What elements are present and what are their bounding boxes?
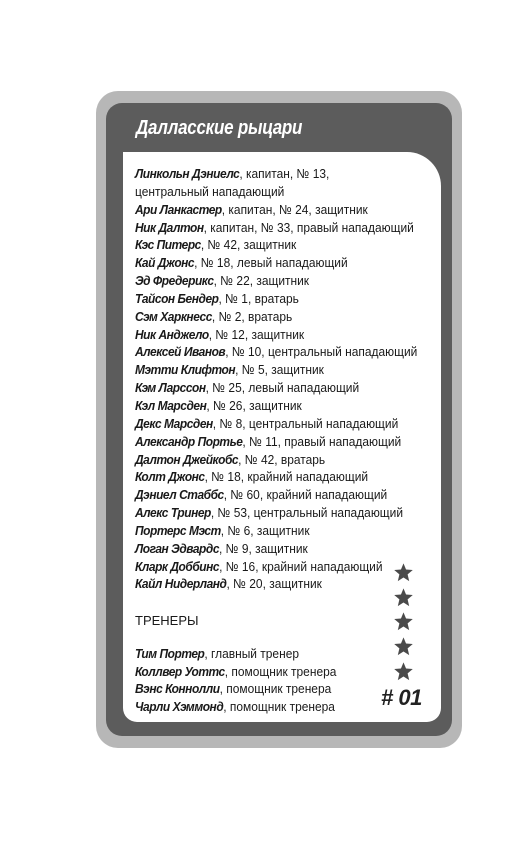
roster-line [135, 326, 411, 344]
roster-line [135, 290, 411, 308]
player-details: , № 18, крайний нападающий [204, 469, 369, 485]
roster-line [135, 540, 411, 558]
player-details: , № 16, крайний нападающий [219, 558, 383, 574]
roster-line [135, 415, 411, 433]
player-details: , № 9, защитник [219, 540, 308, 556]
player-name: Кэл Марсден [135, 397, 207, 413]
player-details: , № 11, правый нападающий [242, 433, 402, 449]
player-details: , № 42, вратарь [238, 451, 326, 467]
roster-line [135, 575, 411, 593]
roster-line [135, 201, 411, 219]
player-name: Кайл Нидерланд [135, 576, 227, 592]
roster-line [135, 236, 411, 254]
player-name: Эд Фредерикс [135, 273, 214, 289]
player-name: Портерс Мэст [135, 522, 221, 538]
roster-line [135, 468, 411, 486]
roster-line [135, 254, 411, 272]
coach-line [135, 680, 356, 698]
player-name: Тайсон Бендер [135, 290, 219, 306]
roster-line [135, 451, 411, 469]
coach-name: Тим Портер [135, 646, 205, 661]
coach-role: , главный тренер [204, 646, 300, 661]
player-name: Декс Марсден [135, 415, 213, 431]
coaches-heading: ТРЕНЕРЫ [135, 613, 199, 628]
player-name: Дэниел Стаббс [135, 487, 224, 503]
player-name: Кларк Доббинс [135, 558, 220, 574]
roster-line [135, 486, 411, 504]
player-name: Кай Джонс [135, 255, 195, 271]
coaches-list [135, 645, 375, 715]
player-details: , № 2, вратарь [211, 308, 293, 324]
roster-line [135, 219, 414, 237]
roster-line [135, 558, 411, 576]
player-details: , № 10, центральный нападающий [225, 344, 418, 360]
player-name: Кэм Ларссон [135, 380, 206, 396]
player-name: Линкольн Дэниелс [135, 166, 240, 181]
roster-line [135, 361, 411, 379]
coach-name: Вэнс Коннолли [135, 681, 220, 696]
player-name: Ари Ланкастер [135, 201, 222, 217]
star-icon [393, 562, 414, 583]
coach-role: , помощник тренера [219, 681, 332, 696]
player-name: Колт Джонс [135, 469, 205, 485]
player-details: , капитан, № 33, правый нападающий [203, 219, 414, 235]
player-name: Далтон Джейкобс [135, 451, 239, 467]
roster-line [135, 165, 411, 183]
star-icon [393, 611, 414, 632]
player-details: центральный нападающий [135, 183, 285, 199]
player-name: Сэм Харкнесс [135, 308, 212, 324]
player-details: , № 53, центральный нападающий [210, 505, 404, 521]
player-name: Алексей Иванов [135, 344, 226, 360]
player-roster [135, 165, 435, 593]
player-details: , № 18, левый нападающий [194, 255, 348, 271]
star-icon [393, 587, 414, 608]
player-details: , № 25, левый нападающий [205, 380, 360, 396]
player-details: , № 26, защитник [206, 397, 302, 413]
player-name: Алекс Тринер [135, 505, 211, 521]
player-name: Ник Далтон [135, 219, 204, 235]
roster-line [135, 522, 411, 540]
player-details: , № 6, защитник [220, 522, 310, 538]
player-details: , № 22, защитник [213, 273, 310, 289]
roster-line [135, 379, 411, 397]
player-name: Мэтти Клифтон [135, 362, 236, 378]
roster-line [135, 183, 411, 201]
player-details: , капитан, № 24, защитник [221, 201, 368, 217]
player-details: , № 60, крайний нападающий [223, 487, 388, 503]
player-name: Александр Портье [135, 433, 243, 449]
player-name: Ник Анджело [135, 326, 209, 342]
player-name: Логан Эдвардс [135, 540, 220, 556]
team-title: Далласские рыцари [136, 117, 303, 139]
coach-line [135, 698, 356, 716]
player-name: Кэс Питерс [135, 237, 201, 253]
coach-role: , помощник тренера [223, 698, 335, 714]
roster-line [135, 308, 411, 326]
player-details: , № 20, защитник [226, 576, 322, 592]
player-details: , № 12, защитник [208, 326, 305, 342]
player-details: , капитан, № 13, [239, 166, 330, 181]
star-icon [393, 636, 414, 657]
coach-line [135, 663, 356, 681]
roster-line [135, 343, 418, 361]
player-details: , № 8, центральный нападающий [212, 415, 399, 431]
coach-name: Чарли Хэммонд [135, 698, 224, 714]
player-details: , № 5, защитник [235, 362, 324, 378]
player-details: , № 1, вратарь [218, 290, 299, 306]
card-number: # 01 [381, 685, 422, 710]
roster-line [135, 504, 411, 522]
coach-name: Коллвер Уоттс [135, 663, 225, 679]
star-rating [393, 562, 415, 685]
star-icon [393, 661, 414, 682]
roster-line [135, 433, 411, 451]
player-details: , № 42, защитник [200, 237, 297, 253]
roster-line [135, 397, 411, 415]
coach-role: , помощник тренера [224, 663, 337, 679]
roster-line [135, 272, 411, 290]
coach-line [135, 645, 356, 663]
